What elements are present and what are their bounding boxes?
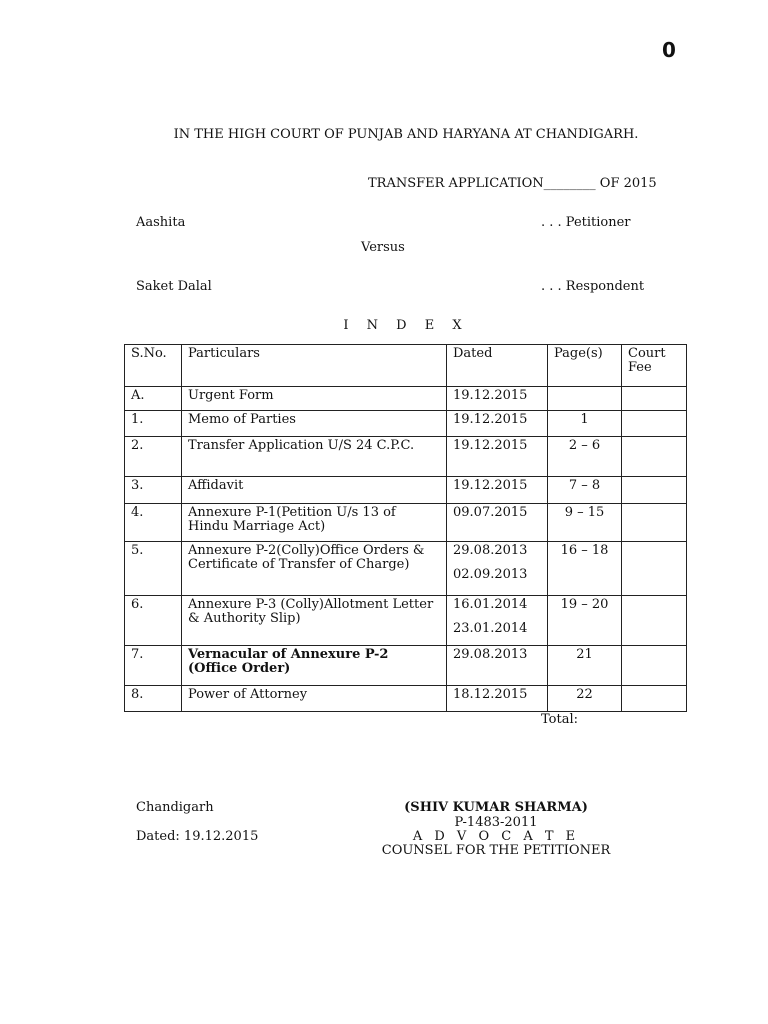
date-value: 19.12.2015 [453, 438, 528, 453]
cell-dated [447, 686, 548, 712]
table-row [125, 387, 687, 411]
cell-dated [447, 646, 548, 686]
cell-court-fee [622, 504, 687, 542]
cell-particulars: Annexure P-1(Petition U/s 13 of Hindu Marriage Act) [182, 504, 447, 542]
cell-particulars: Memo of Parties [182, 411, 447, 437]
case-title: TRANSFER APPLICATION________ OF 2015 [368, 176, 657, 191]
index-table-header [125, 345, 687, 387]
page-number: 0 [662, 38, 676, 62]
index-table [124, 344, 687, 712]
date-value: 19.12.2015 [453, 412, 528, 427]
petitioner-name: Aashita [136, 215, 186, 230]
cell-dated [447, 596, 548, 646]
place-label: Chandigarh [136, 800, 214, 815]
versus-label: Versus [361, 240, 405, 255]
header-court-fee: Court Fee [622, 345, 687, 387]
cell-particulars: Vernacular of Annexure P-2 (Office Order) [182, 646, 447, 686]
cell-pages: 21 [548, 646, 622, 686]
table-row [125, 646, 687, 686]
table-row [125, 477, 687, 504]
cell-sno: 3. [125, 477, 182, 504]
date-value: 23.01.2014 [453, 621, 528, 636]
cell-court-fee [622, 437, 687, 477]
table-row [125, 437, 687, 477]
cell-pages: 16 – 18 [548, 542, 622, 596]
cell-dated [447, 542, 548, 596]
table-row [125, 411, 687, 437]
cell-sno: 5. [125, 542, 182, 596]
table-row [125, 542, 687, 596]
header-particulars: Particulars [182, 345, 447, 387]
petitioner-role: . . . Petitioner [541, 215, 631, 230]
cell-court-fee [622, 686, 687, 712]
dated-label: Dated: 19.12.2015 [136, 829, 259, 844]
cell-pages: 2 – 6 [548, 437, 622, 477]
date-value: 29.08.2013 [453, 543, 528, 558]
cell-dated [447, 504, 548, 542]
cell-particulars: Annexure P-3 (Colly)Allotment Letter & Authority Slip) [182, 596, 447, 646]
cell-particulars: Power of Attorney [182, 686, 447, 712]
header-dated: Dated [447, 345, 548, 387]
cell-particulars: Annexure P-2(Colly)Office Orders & Certificate of Transfer of Charge) [182, 542, 447, 596]
advocate-designation: A D V O C A T E [412, 829, 580, 844]
cell-court-fee [622, 646, 687, 686]
table-row [125, 504, 687, 542]
advocate-name: (SHIV KUMAR SHARMA) [404, 800, 588, 815]
cell-court-fee [622, 542, 687, 596]
total-label: Total: [541, 712, 579, 727]
cell-sno: 6. [125, 596, 182, 646]
header-sno: S.No. [125, 345, 182, 387]
date-value: 19.12.2015 [453, 388, 528, 403]
cell-court-fee [622, 596, 687, 646]
cell-dated [447, 411, 548, 437]
date-value: 19.12.2015 [453, 478, 528, 493]
index-title: I N D E X [343, 318, 469, 333]
cell-pages: 7 – 8 [548, 477, 622, 504]
cell-sno: 4. [125, 504, 182, 542]
cell-pages: 1 [548, 411, 622, 437]
counsel-label: COUNSEL FOR THE PETITIONER [381, 843, 611, 858]
cell-sno: 1. [125, 411, 182, 437]
respondent-role: . . . Respondent [541, 279, 645, 294]
cell-sno: 7. [125, 646, 182, 686]
cell-court-fee [622, 387, 687, 411]
date-value: 29.08.2013 [453, 647, 528, 662]
court-heading: IN THE HIGH COURT OF PUNJAB AND HARYANA AT CHANDIGARH. [173, 127, 639, 142]
enrolment-number: P-1483-2011 [454, 815, 538, 830]
date-value: 16.01.2014 [453, 597, 528, 612]
cell-dated [447, 477, 548, 504]
cell-particulars: Urgent Form [182, 387, 447, 411]
table-row [125, 686, 687, 712]
cell-dated [447, 437, 548, 477]
table-row [125, 596, 687, 646]
date-value: 02.09.2013 [453, 567, 528, 582]
cell-court-fee [622, 411, 687, 437]
date-value: 18.12.2015 [453, 687, 528, 702]
header-pages: Page(s) [548, 345, 622, 387]
index-table-body [125, 387, 687, 712]
cell-court-fee [622, 477, 687, 504]
respondent-name: Saket Dalal [136, 279, 212, 294]
cell-pages [548, 387, 622, 411]
cell-sno: 8. [125, 686, 182, 712]
date-value: 09.07.2015 [453, 505, 528, 520]
cell-pages: 19 – 20 [548, 596, 622, 646]
cell-dated [447, 387, 548, 411]
cell-sno: 2. [125, 437, 182, 477]
cell-pages: 9 – 15 [548, 504, 622, 542]
cell-particulars: Affidavit [182, 477, 447, 504]
cell-particulars: Transfer Application U/S 24 C.P.C. [182, 437, 447, 477]
cell-sno: A. [125, 387, 182, 411]
cell-pages: 22 [548, 686, 622, 712]
